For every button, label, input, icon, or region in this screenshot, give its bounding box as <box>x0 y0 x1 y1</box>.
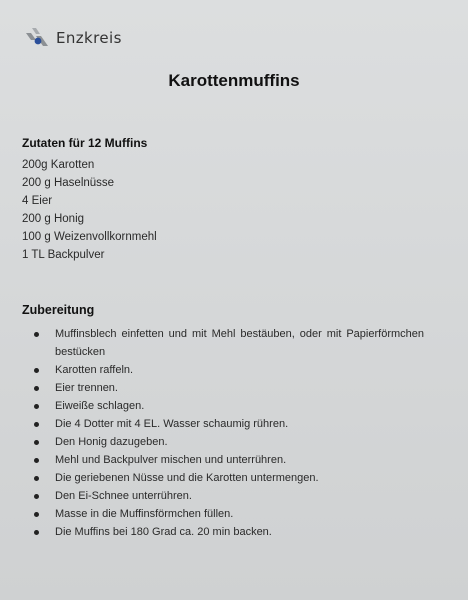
step-text: Die Muffins bei 180 Grad ca. 20 min backen. <box>55 526 272 538</box>
brand-name: Enzkreis <box>56 29 122 47</box>
preparation-steps <box>34 325 424 541</box>
preparation-heading: Zubereitung <box>22 303 95 317</box>
ingredients-heading: Zutaten für 12 Muffins <box>22 136 148 150</box>
bullet-icon <box>34 494 39 499</box>
step-text: Mehl und Backpulver mischen und unterrühren. <box>55 454 287 466</box>
step-text: Muffinsblech einfetten und mit Mehl bestäuben, oder mit Papierförmchen bestücken <box>55 328 424 358</box>
bullet-icon <box>34 512 39 517</box>
step-item <box>34 361 424 379</box>
step-item <box>34 469 424 487</box>
step-text: Masse in die Muffinsförmchen füllen. <box>55 508 234 520</box>
bullet-icon <box>34 458 39 463</box>
enzkreis-logo-icon <box>26 28 50 48</box>
step-item <box>34 433 424 451</box>
step-text: Die geriebenen Nüsse und die Karotten untermengen. <box>55 472 319 484</box>
step-text: Die 4 Dotter mit 4 EL. Wasser schaumig rühren. <box>55 418 289 430</box>
bullet-icon <box>34 404 39 409</box>
bullet-icon <box>34 530 39 535</box>
step-item <box>34 505 424 523</box>
ingredient-item: 4 Eier <box>22 195 53 207</box>
ingredient-item: 200 g Haselnüsse <box>22 177 115 189</box>
step-item <box>34 487 424 505</box>
step-text: Eier trennen. <box>55 382 118 394</box>
step-text: Eiweiße schlagen. <box>55 400 145 412</box>
step-item <box>34 397 424 415</box>
bullet-icon <box>34 422 39 427</box>
bullet-icon <box>34 476 39 481</box>
step-item <box>34 523 424 541</box>
step-item <box>34 379 424 397</box>
step-item <box>34 451 424 469</box>
ingredient-item: 1 TL Backpulver <box>22 249 105 261</box>
step-text: Den Ei-Schnee unterrühren. <box>55 490 192 502</box>
bullet-icon <box>34 440 39 445</box>
ingredient-item: 200g Karotten <box>22 159 95 171</box>
recipe-title: Karottenmuffins <box>168 71 300 90</box>
ingredients-list <box>22 156 157 264</box>
ingredient-item: 100 g Weizenvollkornmehl <box>22 231 157 243</box>
bullet-icon <box>34 332 39 337</box>
step-item <box>34 415 424 433</box>
step-text: Den Honig dazugeben. <box>55 436 168 448</box>
step-item <box>34 325 424 361</box>
bullet-icon <box>34 368 39 373</box>
step-text: Karotten raffeln. <box>55 364 134 376</box>
enzkreis-logo <box>26 28 122 48</box>
ingredient-item: 200 g Honig <box>22 213 85 225</box>
bullet-icon <box>34 386 39 391</box>
